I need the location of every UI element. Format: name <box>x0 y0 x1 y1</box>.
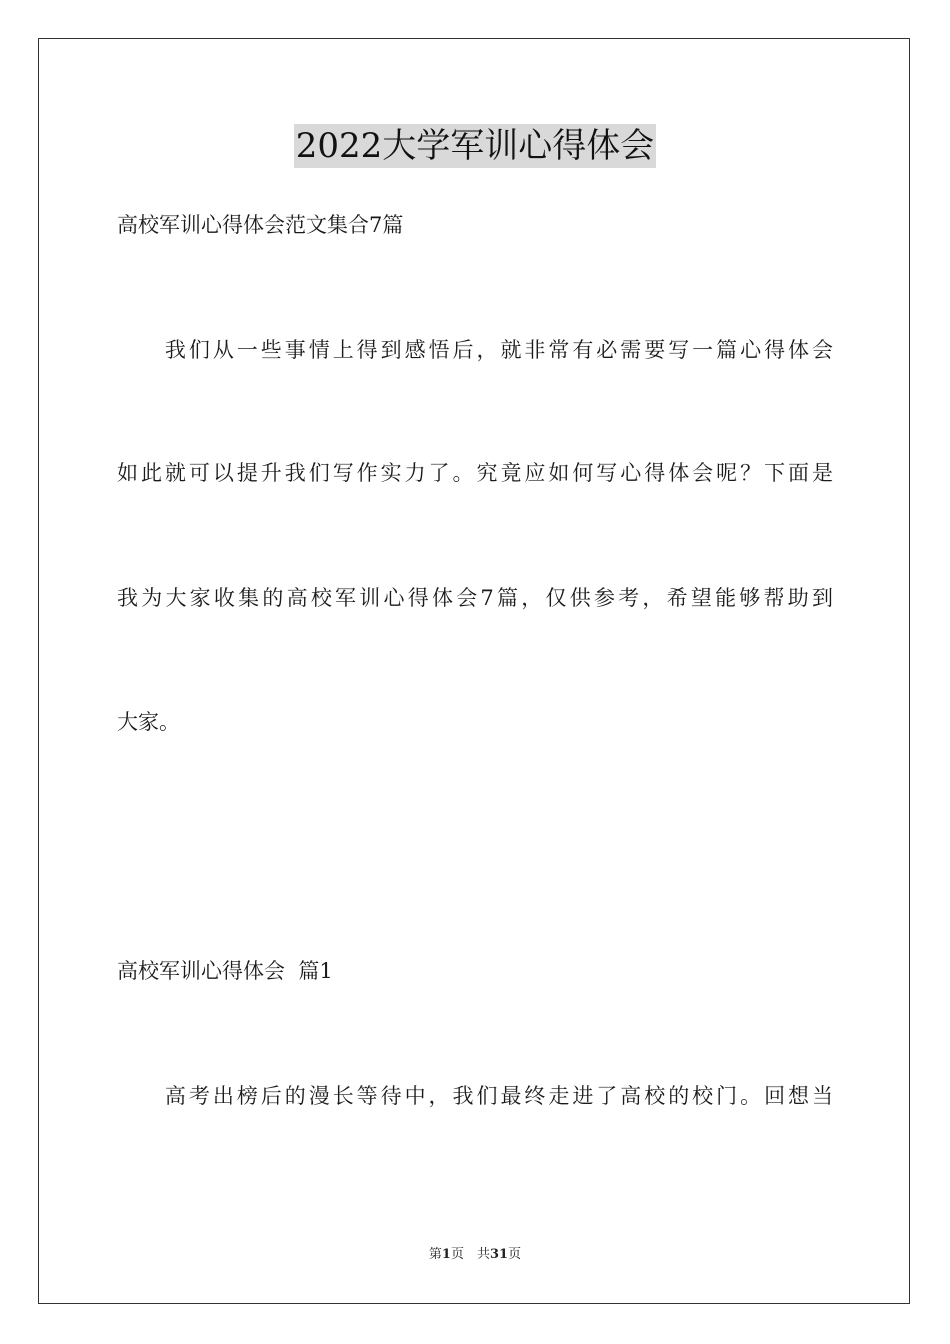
section-heading: 高校军训心得体会 篇1 <box>117 959 333 983</box>
intro-line-4: 大家。 <box>117 710 180 734</box>
intro-line-2: 如此就可以提升我们写作实力了。究竟应如何写心得体会呢？下面是 <box>117 461 833 485</box>
section-first-line: 高考出榜后的漫长等待中，我们最终走进了高校的校门。回想当 <box>117 1084 833 1108</box>
document-title: 2022大学军训心得体会 <box>295 126 655 166</box>
document-title-wrap <box>0 124 950 174</box>
footer-suffix: 页 <box>508 1247 522 1262</box>
page-footer <box>0 1246 950 1264</box>
intro-line-1: 我们从一些事情上得到感悟后，就非常有必需要写一篇心得体会 <box>117 338 833 362</box>
footer-middle: 页 共 <box>450 1247 490 1262</box>
footer-total-pages: 31 <box>489 1247 509 1262</box>
footer-current-page: 1 <box>441 1247 451 1262</box>
footer-prefix: 第 <box>428 1247 442 1262</box>
intro-line-3: 我为大家收集的高校军训心得体会7篇，仅供参考，希望能够帮助到 <box>117 586 833 610</box>
document-subtitle: 高校军训心得体会范文集合7篇 <box>117 213 404 237</box>
